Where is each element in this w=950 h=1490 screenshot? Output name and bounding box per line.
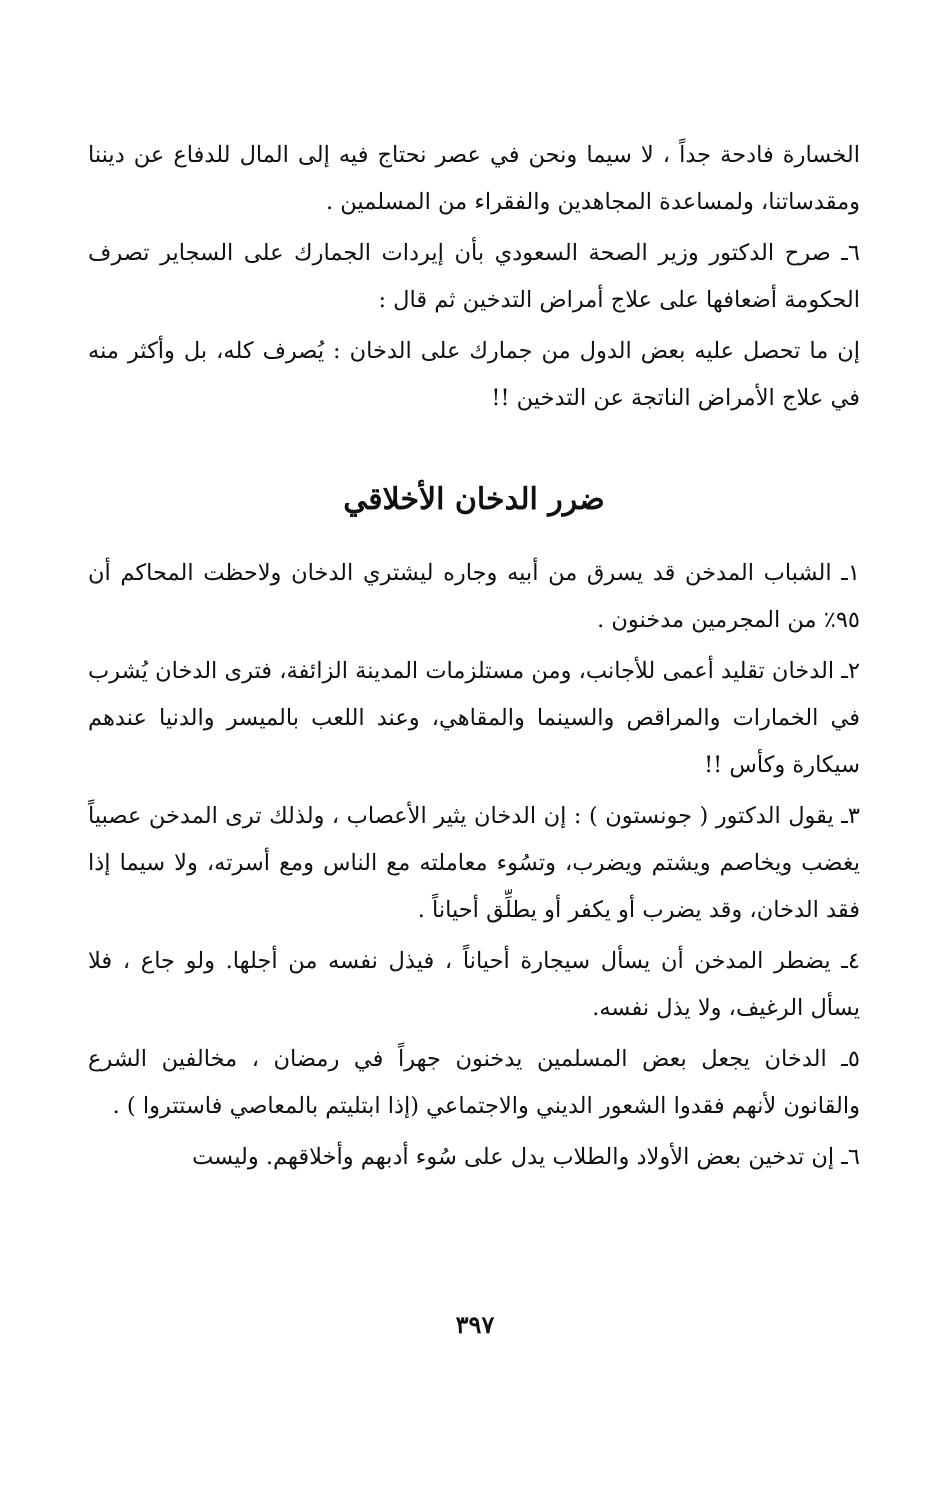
section-heading: ضرر الدخان الأخلاقي (343, 482, 605, 517)
section-paragraph-4: ٤ـ يضطر المدخن أن يسأل سيجارة أحياناً ، فيذل نفسه من أجلها. ولو جاع ، فلا يسأل الرغيف، ولا يذل نفسه. (88, 948, 860, 1021)
page-number: ٣٩٧ (455, 1310, 495, 1339)
page-body (88, 132, 860, 1185)
section-paragraph-5: ٥ـ الدخان يجعل بعض المسلمين يدخنون جهراً في رمضان ، مخالفين الشرع والقانون لأنهم فقدوا الشعور الديني والاجتماعي (إذا ابتليتم بالمعاصي فاستتروا ) . (88, 1046, 860, 1119)
section-paragraph-6: ٦ـ إن تدخين بعض الأولاد والطلاب يدل على سُوء أدبهم وأخلاقهم. وليست (192, 1144, 860, 1170)
quoted-paragraph: إن ما تحصل عليه بعض الدول من جمارك على الدخان : يُصرف كله، بل وأكثر منه في علاج الأمراض الناتجة عن التدخين !! (88, 338, 860, 411)
section-paragraph-2: ٢ـ الدخان تقليد أعمى للأجانب، ومن مستلزمات المدينة الزائفة، فترى الدخان يُشرب في الخمارات والمراقص والسينما والمقاهي، وعند اللعب بالميسر والدنيا عندهم سيكارة وكأس !! (88, 658, 860, 778)
continued-paragraph: الخسارة فادحة جداً ، لا سيما ونحن في عصر نحتاج فيه إلى المال للدفاع عن ديننا ومقدساتنا، ولمساعدة المجاهدين والفقراء من المسلمين . (88, 142, 860, 215)
section-paragraph-3: ٣ـ يقول الدكتور ( جونستون ) : إن الدخان يثير الأعصاب ، ولذلك ترى المدخن عصبياً يغضب ويخاصم ويشتم ويضرب، وتسُوء معاملته مع الناس ومع أسرته، ولا سيما إذا فقد الدخان، وقد يضرب أو يكفر أو يطلِّق أحياناً . (88, 803, 860, 923)
section-paragraph-1: ١ـ الشباب المدخن قد يسرق من أبيه وجاره ليشتري الدخان ولاحظت المحاكم أن ٩٥٪ من المجرمين مدخنون . (88, 560, 860, 633)
numbered-paragraph-6: ٦ـ صرح الدكتور وزير الصحة السعودي بأن إيردات الجمارك على السجاير تصرف الحكومة أضعافها على علاج أمراض التدخين ثم قال : (88, 240, 860, 313)
